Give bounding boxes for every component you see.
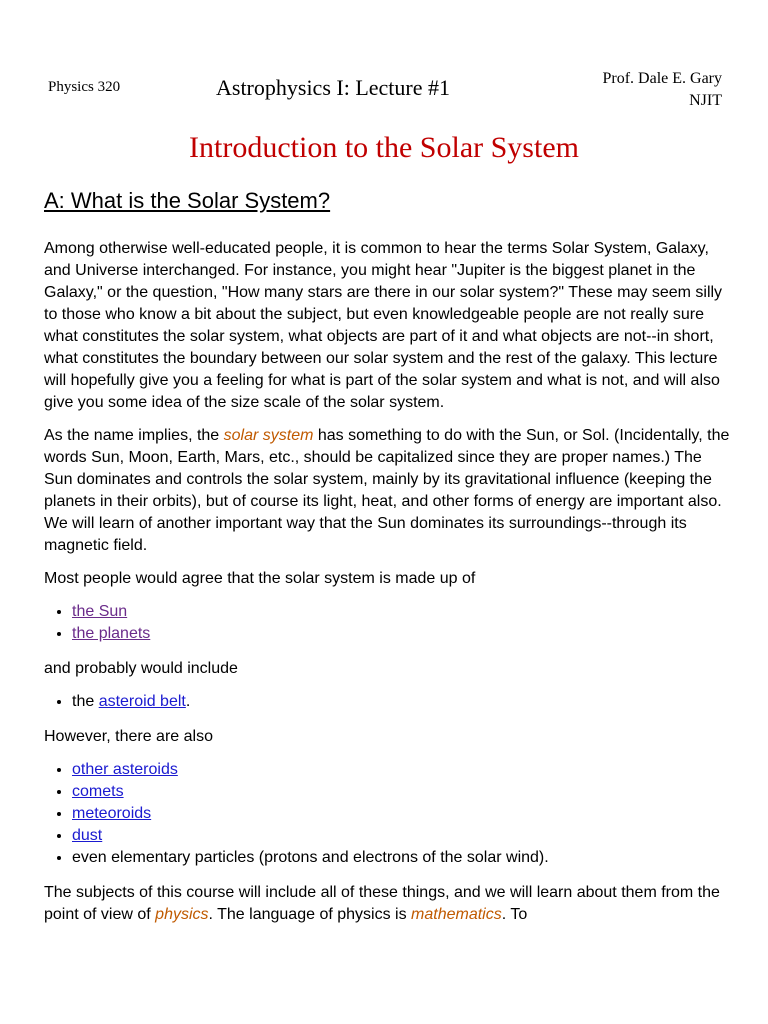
list-item-prefix: the (72, 693, 99, 710)
link-dust[interactable]: dust (72, 827, 103, 844)
term-mathematics: mathematics (411, 906, 502, 923)
paragraph-intro: Among otherwise well-educated people, it is common to hear the terms Solar System, Galaxy, and Universe interchanged. For instance, you might hear "Jupiter is the biggest planet in the Galaxy," or the question, "How many stars are there in our solar system?" These may seem silly to those who know a bit about the subject, but even knowledgeable people are not really sure what constitutes the solar system, what objects are part of it and what objects are not--in short, what constitutes the boundary between our solar system and the rest of the galaxy. This lecture will hopefully give you a feeling for what is part of the solar system and what is not, and will also give you some idea of the size scale of the solar system. (44, 240, 723, 411)
list-item (72, 759, 734, 781)
list-item (72, 803, 734, 825)
section-heading: A: What is the Solar System? (44, 188, 331, 213)
list-item (72, 601, 734, 623)
link-comets[interactable]: comets (72, 783, 124, 800)
paragraph-made-up: Most people would agree that the solar system is made up of (44, 570, 476, 587)
paragraph-text: . To (501, 906, 528, 923)
list-item (72, 825, 734, 847)
link-meteoroids[interactable]: meteoroids (72, 805, 152, 822)
list-core (44, 601, 734, 645)
list-other-objects (44, 759, 734, 869)
paragraph-name (44, 425, 734, 557)
paragraph-text: has something to do with the Sun, or Sol. (Incidentally, the words Sun, Moon, Earth, Mars, etc., should be capitalized since they are proper names.) The Sun dominates and controls the solar system, mainly by its gravitational influence (keeping the planets in their orbits), but of course its light, heat, and other forms of energy are important also. We will learn of another important way that the Sun dominates its surroundings--through its magnetic field. (44, 427, 730, 554)
list-asteroid-belt (44, 691, 734, 713)
lecture-title: Astrophysics I: Lecture #1 (216, 75, 450, 100)
list-item (72, 691, 734, 713)
link-asteroid-belt[interactable]: asteroid belt (98, 693, 186, 710)
institution: NJIT (689, 92, 722, 109)
paragraph-text: The subjects of this course will include all of these things, and we will learn about them from the point of view of (44, 884, 720, 923)
list-item: • even elementary particles (protons and electrons of the solar wind). (72, 847, 734, 869)
link-the-sun[interactable]: the Sun (72, 603, 128, 620)
paragraph-text: . The language of physics is (208, 906, 412, 923)
paragraph-also: However, there are also (44, 728, 213, 745)
lecture-content (44, 186, 734, 937)
professor-name: Prof. Dale E. Gary (602, 70, 722, 87)
list-item (72, 781, 734, 803)
term-physics: physics (155, 906, 209, 923)
author-block (602, 68, 722, 112)
paragraph-subjects (44, 882, 734, 926)
page-title: Introduction to the Solar System (189, 131, 579, 164)
paragraph-text: As the name implies, the (44, 427, 224, 444)
link-other-asteroids[interactable]: other asteroids (72, 761, 178, 778)
term-solar-system: solar system (223, 427, 314, 444)
paragraph-include: and probably would include (44, 660, 238, 677)
course-label: Physics 320 (48, 79, 121, 95)
list-item (72, 623, 734, 645)
link-the-planets[interactable]: the planets (72, 625, 151, 642)
list-item-suffix: . (185, 693, 191, 710)
